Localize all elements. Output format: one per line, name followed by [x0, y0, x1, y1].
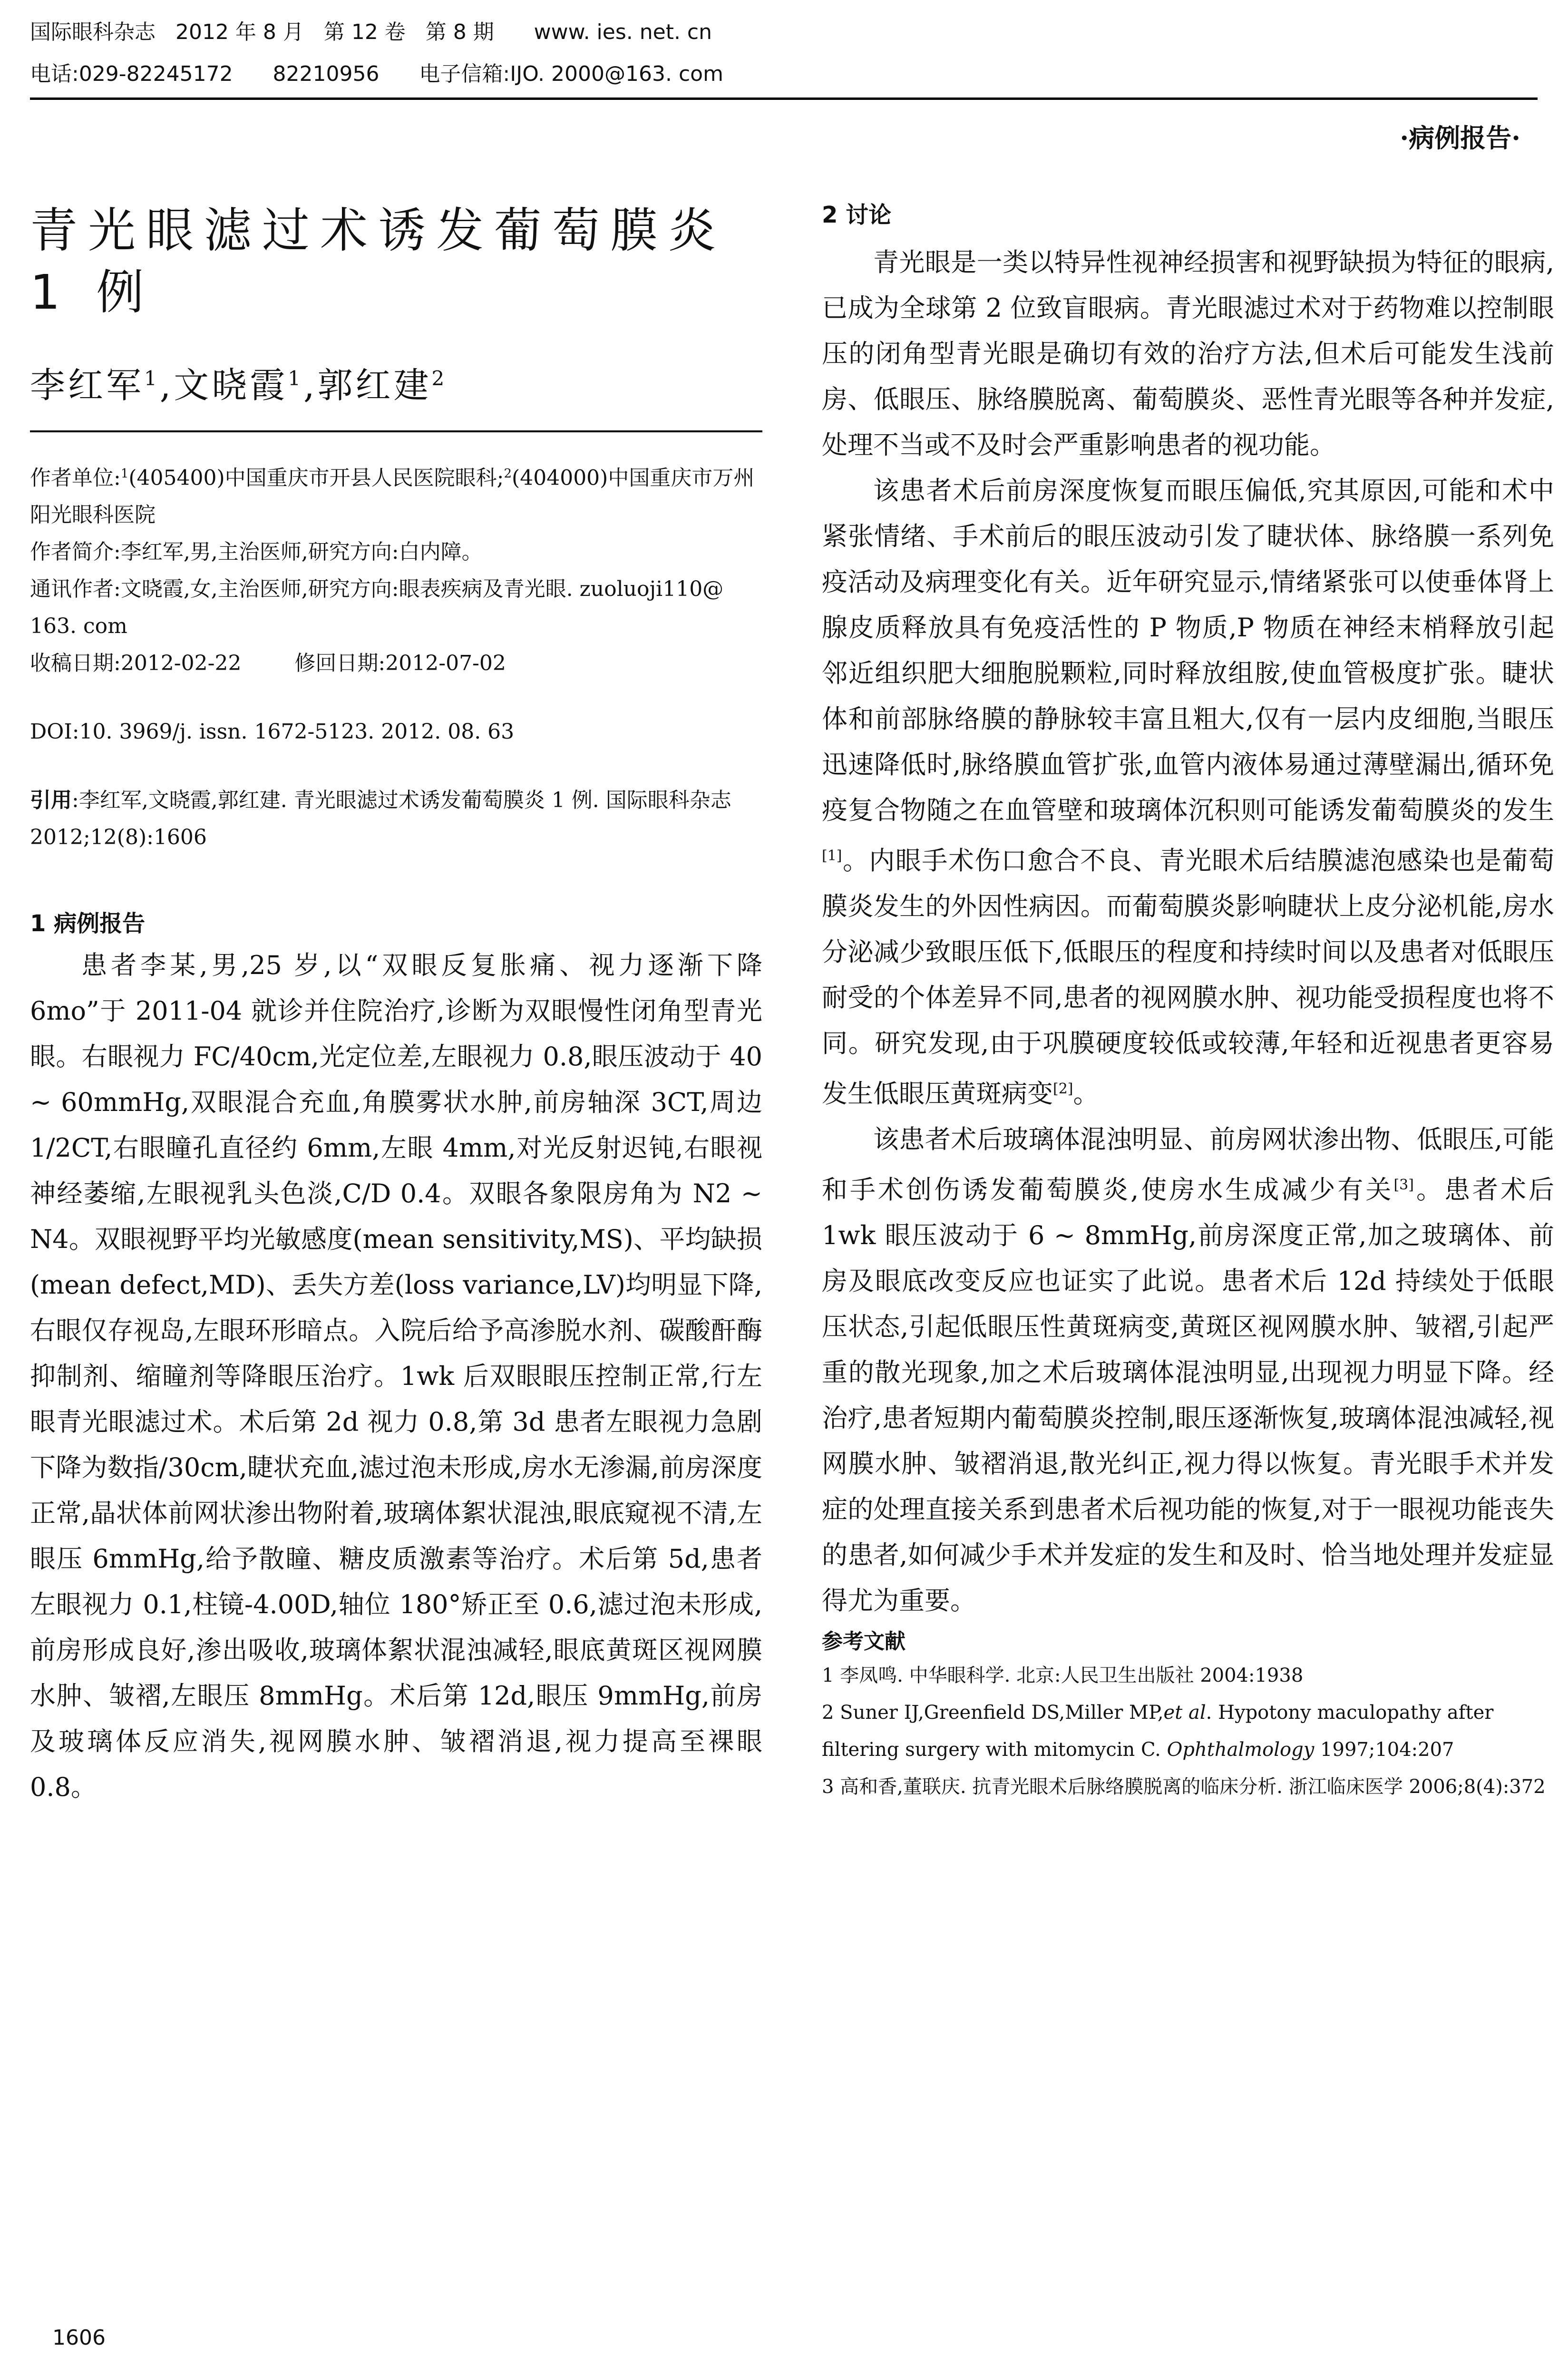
paragraph-text: 该患者术后前房深度恢复而眼压偏低,究其原因,可能和术中紧张情绪、手术前后的眼压波动引发了睫状体、脉络膜一系列免疫活动及病理变化有关。近年研究显示,情绪紧张可以使垂体肾上腺皮质释放具有免疫活性的 P 物质,P 物质在神经末梢释放引起邻近组织肥大细胞脱颗粒,同时释放组胺,使血管极度扩张。睫状体和前部脉络膜的静脉较丰富且粗大,仅有一层内皮细胞,当眼压迅速降低时,脉络膜血管扩张,血管内液体易通过薄壁漏出,循环免疫复合物随之在血管壁和玻璃体沉积则可能诱发葡萄膜炎的发生	[822, 476, 1554, 825]
journal-header-info: 国际眼科杂志 2012 年 8 月 第 12 卷 第 8 期 www. ies. net. cn	[30, 20, 712, 44]
references-heading: 参考文献	[822, 1629, 906, 1654]
affiliation-sup: 2	[504, 466, 512, 481]
affiliation	[30, 455, 762, 534]
discussion-paragraph	[822, 1117, 1554, 1624]
discussion-paragraph	[822, 468, 1554, 1117]
affiliation-text: (404000)中国重庆市万州阳光眼科医院	[30, 466, 755, 527]
paragraph-text: 。	[1073, 1079, 1099, 1109]
author-name: 郭红建	[317, 365, 432, 406]
citation-ref[interactable]: [3]	[1393, 1177, 1414, 1193]
affiliation-text: (405400)中国重庆市开县人民医院眼科;	[128, 466, 504, 490]
paragraph-text: 该患者术后玻璃体混浊明显、前房网状渗出物、低眼压,可能和手术创伤诱发葡萄膜炎,使房水生成减少有关	[822, 1124, 1554, 1205]
reference-text: . Hypotony maculopathy after filtering surgery with mitomycin C.	[822, 1702, 1494, 1761]
reference-etal: et al	[1163, 1702, 1206, 1724]
author-name: 李红军	[30, 365, 144, 406]
citation-ref[interactable]: [1]	[822, 848, 842, 864]
section-heading-case-report: 1 病例报告	[30, 910, 146, 937]
article-title: 青光眼滤过术诱发葡萄膜炎 1 例	[30, 203, 726, 320]
received-date: 收稿日期:2012-02-22	[30, 651, 242, 676]
author-affil-sup: 1	[288, 367, 303, 390]
journal-contact-info: 电话:029-82245172 82210956 电子信箱:IJO. 2000@163. com	[30, 62, 723, 86]
paragraph-text: 。患者术后 1wk 眼压波动于 6 ~ 8mmHg,前房深度正常,加之玻璃体、前房及眼底改变反应也证实了此说。患者术后 12d 持续处于低眼压状态,引起低眼压性黄斑病变,黄斑区视网膜水肿、皱褶,引起严重的散光现象,加之术后玻璃体混浊明显,出现视力明显下降。经治疗,患者短期内葡萄膜炎控制,眼压逐渐恢复,玻璃体混浊减轻,视网膜水肿、皱褶消退,散光纠正,视力得以恢复。青光眼手术并发症的处理直接关系到患者术后视功能的恢复,对于一眼视功能丧失的患者,如何减少手术并发症的发生和及时、恰当地处理并发症显得尤为重要。	[822, 1175, 1555, 1616]
corresponding-author: 通讯作者:文晓霞,女,主治医师,研究方向:眼表疾病及青光眼. zuoluoji110@ 163. com	[30, 577, 724, 639]
left-column	[30, 200, 762, 1810]
reference-item: 3 高和香,董联庆. 抗青光眼术后脉络膜脱离的临床分析. 浙江临床医学 2006;8(4):372	[822, 1776, 1546, 1798]
author-name: 文晓霞	[174, 365, 288, 406]
citation-ref[interactable]: [2]	[1053, 1081, 1073, 1097]
citation-label: 引用	[30, 788, 72, 813]
doi: DOI:10. 3969/j. issn. 1672-5123. 2012. 08. 63	[30, 720, 515, 744]
section-tag: ·病例报告·	[1400, 123, 1520, 153]
reference-text: 2 Suner IJ,Greenfield DS,Miller MP,	[822, 1702, 1164, 1724]
reference-journal: Ophthalmology	[1167, 1739, 1315, 1761]
citation-text: :李红军,文晓霞,郭红建. 青光眼滤过术诱发葡萄膜炎 1 例. 国际眼科杂志 2012;12(8):1606	[30, 788, 731, 850]
author-bio: 作者简介:李红军,男,主治医师,研究方向:白内障。	[30, 540, 483, 565]
title-rule	[30, 430, 762, 432]
reference-item: 1 李凤鸣. 中华眼科学. 北京:人民卫生出版社 2004:1938	[822, 1665, 1304, 1686]
affiliation-sup: 1	[120, 466, 129, 481]
paragraph-text: 。内眼手术伤口愈合不良、青光眼术后结膜滤泡感染也是葡萄膜炎发生的外因性病因。而葡萄膜炎影响睫状上皮分泌机能,房水分泌减少致眼压低下,低眼压的程度和持续时间以及患者对低眼压耐受的个体差异不同,患者的视网膜水肿、视功能受损程度也将不同。研究发现,由于巩膜硬度较低或较薄,年轻和近视患者更容易发生低眼压黄斑病变	[822, 846, 1554, 1109]
dates-row	[30, 645, 762, 682]
case-report-paragraph: 患者李某,男,25 岁,以“双眼反复胀痛、视力逐渐下降 6mo”于 2011-04 就诊并住院治疗,诊断为双眼慢性闭角型青光眼。右眼视力 FC/40cm,光定位差,左眼视力 0.8,眼压波动于 40 ~ 60mmHg,双眼混合充血,角膜雾状水肿,前房轴深 3CT,周边 1/2CT,右眼瞳孔直径约 6mm,左眼 4mm,对光反射迟钝,右眼视神经萎缩,左眼视乳头色淡,C/D 0.4。双眼各象限房角为 N2 ~ N4。双眼视野平均光敏感度(mean sensitivity,MS)、平均缺损(mean defect,MD)、丢失方差(loss variance,LV)均明显下降,右眼仅存视岛,左眼环形暗点。入院后给予高渗脱水剂、碳酸酐酶抑制剂、缩瞳剂等降眼压治疗。1wk 后双眼眼压控制正常,行左眼青光眼滤过术。术后第 2d 视力 0.8,第 3d 患者左眼视力急剧下降为数指/30cm,睫状充血,滤过泡未形成,房水无渗漏,前房深度正常,晶状体前网状渗出物附着,玻璃体絮状混浊,眼底窥视不清,左眼压 6mmHg,给予散瞳、糖皮质激素等治疗。术后第 5d,患者左眼视力 0.1,柱镜-4.00D,轴位 180°矫正至 0.6,滤过泡未形成,前房形成良好,渗出吸收,玻璃体絮状混浊减轻,眼底黄斑区视网膜水肿、皱褶,左眼压 8mmHg。术后第 12d,眼压 9mmHg,前房及玻璃体反应消失,视网膜水肿、皱褶消退,视力提高至裸眼 0.8。	[30, 950, 762, 1802]
discussion-paragraph: 青光眼是一类以特异性视神经损害和视野缺损为特征的眼病,已成为全球第 2 位致盲眼病。青光眼滤过术对于药物难以控制眼压的闭角型青光眼是确切有效的治疗方法,但术后可能发生浅前房、低眼压、脉络膜脱离、葡萄膜炎、恶性青光眼等各种并发症,处理不当或不及时会严重影响患者的视功能。	[822, 247, 1554, 460]
author-list: 李红军$^1$,文晓霞$^1$,郭红建$^2$	[30, 365, 448, 406]
discussion-body	[822, 240, 1554, 1624]
page-number: 1606	[52, 2326, 106, 2350]
reference-item	[822, 1694, 1554, 1768]
author-affil-sup: 1	[144, 367, 160, 390]
reference-text: 1997;104:207	[1314, 1739, 1454, 1761]
citation	[30, 782, 762, 856]
right-column	[822, 200, 1554, 1805]
section-heading-discussion: 2 讨论	[822, 202, 892, 228]
header-rule	[30, 97, 1538, 100]
article-meta	[30, 455, 762, 682]
author-affil-sup: 2	[431, 367, 448, 390]
affiliation-label: 作者单位:	[30, 466, 121, 490]
revised-date: 修回日期:2012-07-02	[294, 651, 506, 676]
reference-list	[822, 1657, 1554, 1805]
